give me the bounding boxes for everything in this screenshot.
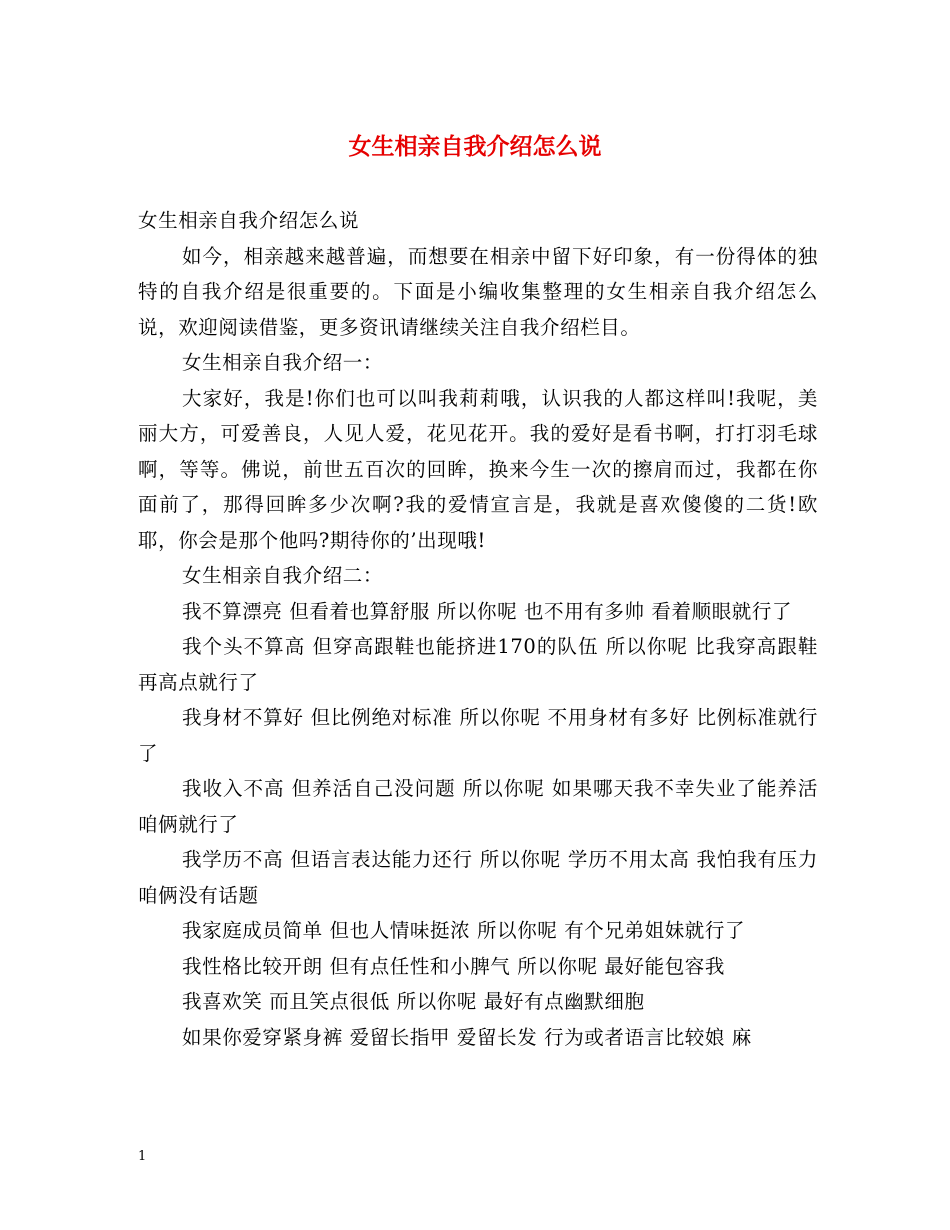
body-paragraph: 女生相亲自我介绍怎么说 [138, 209, 360, 232]
body-paragraph: 我性格比较开朗 但有点任性和小脾气 所以你呢 最好能包容我 [182, 954, 725, 978]
body-paragraph: 我不算漂亮 但看着也算舒服 所以你呢 也不用有多帅 看着顺眼就行了 [182, 599, 793, 623]
body-paragraph: 大家好，我是!你们也可以叫我莉莉哦，认识我的人都这样叫!我呢，美丽大方，可爱善良，人见人爱，花见花开。我的爱好是看书啊，打打羽毛球啊，等等。佛说，前世五百次的回眸，换来今生一次的擦肩而过，我都在你面前了，那得回眸多少次啊?我的爱情宣言是，我就是喜欢傻傻的二货!欧耶，你会是那个他吗?期待你的’出现哦! [138, 386, 818, 552]
body-paragraph: 女生相亲自我介绍二： [182, 564, 384, 587]
body-paragraph: 女生相亲自我介绍一： [182, 351, 384, 374]
document-body [138, 203, 818, 1055]
body-paragraph: 如果你爱穿紧身裤 爱留长指甲 爱留长发 行为或者语言比较娘 麻 [182, 1025, 752, 1049]
body-paragraph: 我个头不算高 但穿高跟鞋也能挤进170的队伍 所以你呢 比我穿高跟鞋再高点就行了 [138, 635, 818, 694]
body-paragraph: 如今，相亲越来越普遍，而想要在相亲中留下好印象，有一份得体的独特的自我介绍是很重要的。下面是小编收集整理的女生相亲自我介绍怎么说，欢迎阅读借鉴，更多资讯请继续关注自我介绍栏目。 [138, 244, 818, 339]
body-paragraph: 我收入不高 但养活自己没问题 所以你呢 如果哪天我不幸失业了能养活咱俩就行了 [138, 777, 818, 836]
body-paragraph: 我身材不算好 但比例绝对标准 所以你呢 不用身材有多好 比例标准就行了 [138, 706, 818, 765]
page-number: 1 [138, 1149, 147, 1164]
body-paragraph: 我家庭成员简单 但也人情味挺浓 所以你呢 有个兄弟姐妹就行了 [182, 919, 746, 942]
body-paragraph: 我学历不高 但语言表达能力还行 所以你呢 学历不用太高 我怕我有压力 咱俩没有话题 [138, 848, 818, 907]
document-title: 女生相亲自我介绍怎么说 [348, 133, 602, 160]
body-paragraph: 我喜欢笑 而且笑点很低 所以你呢 最好有点幽默细胞 [182, 990, 645, 1013]
